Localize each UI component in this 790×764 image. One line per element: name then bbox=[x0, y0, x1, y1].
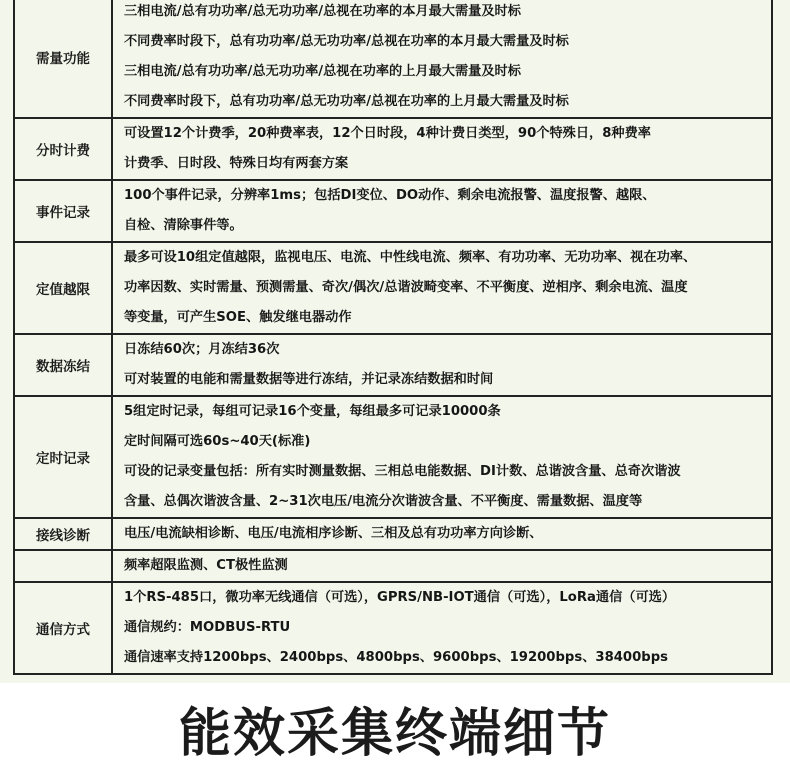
spec-label: 事件记录 bbox=[14, 180, 112, 242]
spec-line: 不同费率时段下，总有功功率/总无功功率/总视在功率的上月最大需量及时标 bbox=[124, 94, 569, 109]
spec-row bbox=[14, 396, 772, 518]
spec-line: 计费季、日时段、特殊日均有两套方案 bbox=[124, 156, 349, 171]
spec-line: 功率因数、实时需量、预测需量、奇次/偶次/总谐波畸变率、不平衡度、逆相序、剩余电流、温度 bbox=[124, 280, 688, 295]
spec-row bbox=[14, 582, 772, 674]
spec-line: 三相电流/总有功功率/总无功功率/总视在功率的上月最大需量及时标 bbox=[124, 64, 521, 79]
spec-label: 分时计费 bbox=[14, 118, 112, 180]
spec-label: 接线诊断 bbox=[14, 518, 112, 550]
spec-label: 通信方式 bbox=[14, 582, 112, 674]
spec-line: 日冻结60次；月冻结36次 bbox=[124, 342, 280, 357]
spec-value bbox=[112, 518, 772, 550]
section-title: 能效采集终端细节 bbox=[178, 704, 611, 764]
spec-value bbox=[112, 334, 772, 396]
spec-row bbox=[14, 180, 772, 242]
spec-value bbox=[112, 550, 772, 582]
spec-value bbox=[112, 118, 772, 180]
spec-line: 不同费率时段下，总有功功率/总无功功率/总视在功率的本月最大需量及时标 bbox=[124, 34, 569, 49]
spec-value bbox=[112, 242, 772, 334]
spec-line: 定时间隔可选60s~40天(标准) bbox=[124, 434, 311, 449]
spec-row bbox=[14, 334, 772, 396]
spec-line: 100个事件记录，分辨率1ms；包括DI变位、DO动作、剩余电流报警、温度报警、越限、 bbox=[124, 188, 656, 203]
spec-value bbox=[112, 0, 772, 118]
spec-line: 电压/电流缺相诊断、电压/电流相序诊断、三相及总有功功率方向诊断、 bbox=[124, 526, 543, 541]
spec-label bbox=[14, 550, 112, 582]
spec-label: 需量功能 bbox=[14, 0, 112, 118]
spec-line: 最多可设10组定值越限，监视电压、电流、中性线电流、频率、有功功率、无功功率、视在功率、 bbox=[124, 250, 697, 265]
spec-table bbox=[13, 0, 773, 675]
spec-line: 自检、清除事件等。 bbox=[124, 218, 243, 233]
spec-label: 定值越限 bbox=[14, 242, 112, 334]
spec-line: 通信速率支持1200bps、2400bps、4800bps、9600bps、19200bps、38400bps bbox=[124, 650, 669, 665]
spec-line: 通信规约：MODBUS-RTU bbox=[124, 620, 291, 635]
spec-row bbox=[14, 518, 772, 550]
spec-value bbox=[112, 180, 772, 242]
spec-value bbox=[112, 396, 772, 518]
spec-line: 5组定时记录，每组可记录16个变量，每组最多可记录10000条 bbox=[124, 404, 501, 419]
spec-line: 可设置12个计费季，20种费率表，12个日时段，4种计费日类型，90个特殊日，8种费率 bbox=[124, 126, 651, 141]
spec-line: 等变量，可产生SOE、触发继电器动作 bbox=[124, 310, 352, 325]
spec-line: 含量、总偶次谐波含量、2~31次电压/电流分次谐波含量、不平衡度、需量数据、温度等 bbox=[124, 494, 643, 509]
spec-line: 频率超限监测、CT极性监测 bbox=[124, 558, 288, 573]
spec-label: 定时记录 bbox=[14, 396, 112, 518]
spec-line: 三相电流/总有功功率/总无功功率/总视在功率的本月最大需量及时标 bbox=[124, 4, 521, 19]
spec-row bbox=[14, 118, 772, 180]
spec-label: 数据冻结 bbox=[14, 334, 112, 396]
spec-line: 可对装置的电能和需量数据等进行冻结，并记录冻结数据和时间 bbox=[124, 372, 494, 387]
spec-value bbox=[112, 582, 772, 674]
spec-line: 可设的记录变量包括：所有实时测量数据、三相总电能数据、DI计数、总谐波含量、总奇次谐波 bbox=[124, 464, 681, 479]
spec-line: 1个RS-485口，微功率无线通信（可选），GPRS/NB-IOT通信（可选），LoRa通信（可选） bbox=[124, 590, 676, 605]
spec-row bbox=[14, 242, 772, 334]
spec-row bbox=[14, 0, 772, 118]
spec-row bbox=[14, 550, 772, 582]
